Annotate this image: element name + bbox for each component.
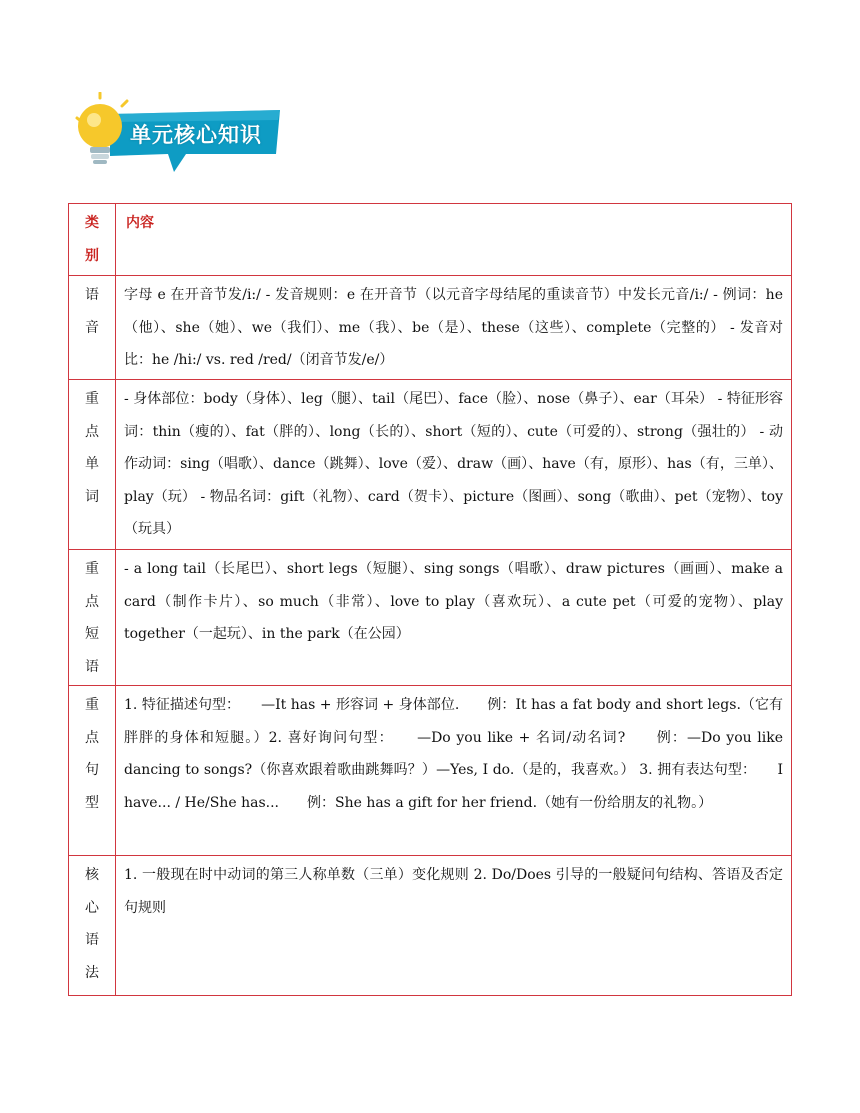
header-category: 类别	[69, 204, 116, 276]
row-category: 重点短语	[69, 550, 116, 686]
section-banner	[74, 92, 284, 184]
row-category: 核心语法	[69, 856, 116, 996]
table-row	[69, 686, 792, 856]
banner-title: 单元核心知识	[130, 123, 262, 147]
row-content: 1. 一般现在时中动词的第三人称单数（三单）变化规则 2. Do/Does 引导的一般疑问句结构、答语及否定句规则	[116, 856, 792, 996]
table-row	[69, 856, 792, 996]
table-row	[69, 276, 792, 380]
table-row	[69, 550, 792, 686]
row-content: 字母 e 在开音节发/i:/ - 发音规则：e 在开音节（以元音字母结尾的重读音节）中发长元音/i:/ - 例词：he（他）、she（她）、we（我们）、me（我）、be（是）、these（这些）、complete（完整的） - 发音对比：he /hi:/ vs. red /red/（闭音节发/e/）	[116, 276, 792, 380]
table-header-row	[69, 204, 792, 276]
row-content: 1. 特征描述句型： —It has + 形容词 + 身体部位. 例：It has a fat body and short legs.（它有胖胖的身体和短腿。）2. 喜好询问句型： —Do you like + 名词/动名词? 例：—Do you like dancing to songs?（你喜欢跟着歌曲跳舞吗？）—Yes, I do.（是的，我喜欢。） 3. 拥有表达句型： I have... / He/She has... 例：She has a gift for her friend.（她有一份给朋友的礼物。）	[116, 686, 792, 856]
row-content: - a long tail（长尾巴）、short legs（短腿）、sing songs（唱歌）、draw pictures（画画）、make a card（制作卡片）、so much（非常）、love to play（喜欢玩）、a cute pet（可爱的宠物）、play together（一起玩）、in the park（在公园）	[116, 550, 792, 686]
row-category: 重点单词	[69, 380, 116, 550]
header-content: 内容	[116, 204, 792, 276]
row-category: 语音	[69, 276, 116, 380]
table-row	[69, 380, 792, 550]
knowledge-table	[68, 203, 792, 996]
row-category: 重点句型	[69, 686, 116, 856]
row-content: - 身体部位：body（身体）、leg（腿）、tail（尾巴）、face（脸）、nose（鼻子）、ear（耳朵） - 特征形容词：thin（瘦的）、fat（胖的）、long（长的）、short（短的）、cute（可爱的）、strong（强壮的） - 动作动词：sing（唱歌）、dance（跳舞）、love（爱）、draw（画）、have（有，原形）、has（有，三单）、play（玩） - 物品名词：gift（礼物）、card（贺卡）、picture（图画）、song（歌曲）、pet（宠物）、toy（玩具）	[116, 380, 792, 550]
